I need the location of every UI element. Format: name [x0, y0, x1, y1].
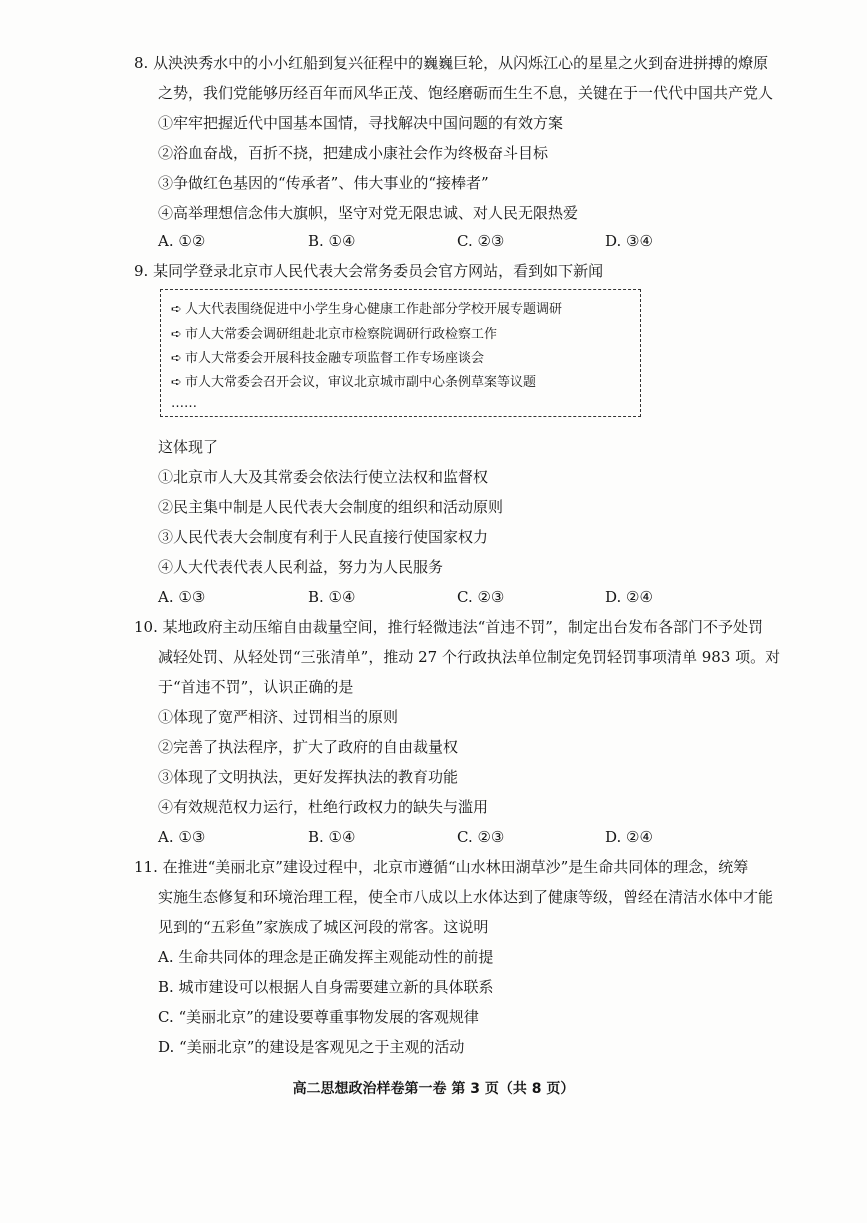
q8-statement-4: ④高举理想信念伟大旗帜，坚守对党无限忠诚、对人民无限热爱: [158, 204, 579, 222]
q8-option-a: A. ①②: [158, 232, 206, 250]
q9-option-d: D. ②④: [605, 588, 653, 606]
q9-option-a: A. ①③: [158, 588, 206, 606]
q10-option-a: A. ①③: [158, 828, 206, 846]
q11-option-b: B. 城市建设可以根据人自身需要建立新的具体联系: [158, 978, 494, 996]
q10-statement-3: ③体现了文明执法，更好发挥执法的教育功能: [158, 768, 459, 786]
arrow-right-icon: ➪: [171, 351, 182, 366]
q9-option-b: B. ①④: [308, 588, 356, 606]
q11-stem-line-3: 见到的“五彩鱼”家族成了城区河段的常客。这说明: [158, 918, 489, 936]
q10-stem-line-1: 10. 某地政府主动压缩自由裁量空间，推行轻微违法“首违不罚”，制定出台发布各部门不予处罚: [134, 618, 763, 636]
q8-option-d: D. ③④: [605, 232, 653, 250]
q11-option-c: C. “美丽北京”的建设要尊重事物发展的客观规律: [158, 1008, 479, 1026]
q10-option-d: D. ②④: [605, 828, 653, 846]
q9-statement-2: ②民主集中制是人民代表大会制度的组织和活动原则: [158, 498, 504, 516]
q8-option-b: B. ①④: [308, 232, 356, 250]
q10-statement-1: ①体现了宽严相济、过罚相当的原则: [158, 708, 399, 726]
q9-stem-line-2: 这体现了: [158, 438, 219, 456]
news-ellipsis: ……: [171, 396, 197, 411]
arrow-right-icon: ➪: [171, 327, 182, 342]
q8-option-c: C. ②③: [457, 232, 505, 250]
q10-option-c: C. ②③: [457, 828, 505, 846]
q8-stem-line-1: 8. 从泱泱秀水中的小小红船到复兴征程中的巍巍巨轮，从闪烁江心的星星之火到奋进拼搏的燎原: [134, 54, 769, 72]
q8-statement-3: ③争做红色基因的“传承者”、伟大事业的“接棒者”: [158, 174, 489, 192]
q9-statement-3: ③人民代表大会制度有利于人民直接行使国家权力: [158, 528, 489, 546]
q8-stem-line-2: 之势，我们党能够历经百年而风华正茂、饱经磨砺而生生不息，关键在于一代代中国共产党人: [158, 84, 774, 102]
q11-option-a: A. 生命共同体的理念是正确发挥主观能动性的前提: [158, 948, 494, 966]
arrow-right-icon: ➪: [171, 302, 182, 317]
q11-stem-line-2: 实施生态修复和环境治理工程，使全市八成以上水体达到了健康等级，曾经在清洁水体中才能: [158, 888, 774, 906]
q9-stem-line-1: 9. 某同学登录北京市人民代表大会常务委员会官方网站，看到如下新闻: [134, 262, 604, 280]
page-footer: 高二思想政治样卷第一卷 第 3 页（共 8 页）: [292, 1081, 575, 1097]
news-item-2: ➪ 市人大常委会调研组赴北京市检察院调研行政检察工作: [171, 325, 497, 345]
news-item-4: ➪ 市人大常委会召开会议，审议北京城市副中心条例草案等议题: [171, 373, 536, 393]
q11-option-d: D. “美丽北京”的建设是客观见之于主观的活动: [158, 1038, 465, 1056]
q10-option-b: B. ①④: [308, 828, 356, 846]
q9-option-c: C. ②③: [457, 588, 505, 606]
news-box: [160, 289, 641, 417]
q8-statement-2: ②浴血奋战，百折不挠，把建成小康社会作为终极奋斗目标: [158, 144, 549, 162]
news-item-1: ➪ 人大代表围绕促进中小学生身心健康工作赴部分学校开展专题调研: [171, 300, 562, 320]
arrow-right-icon: ➪: [171, 375, 182, 390]
q10-statement-2: ②完善了执法程序，扩大了政府的自由裁量权: [158, 738, 459, 756]
q11-stem-line-1: 11. 在推进“美丽北京”建设过程中，北京市遵循“山水林田湖草沙”是生命共同体的理念，统筹: [134, 858, 749, 876]
q9-statement-1: ①北京市人大及其常委会依法行使立法权和监督权: [158, 468, 489, 486]
q10-statement-4: ④有效规范权力运行，杜绝行政权力的缺失与滥用: [158, 798, 489, 816]
q8-statement-1: ①牢牢把握近代中国基本国情，寻找解决中国问题的有效方案: [158, 114, 564, 132]
q10-stem-line-2: 减轻处罚、从轻处罚“三张清单”，推动 27 个行政执法单位制定免罚轻罚事项清单 983 项。对: [158, 648, 781, 666]
news-item-3: ➪ 市人大常委会开展科技金融专项监督工作专场座谈会: [171, 349, 484, 369]
q9-statement-4: ④人大代表代表人民利益，努力为人民服务: [158, 558, 444, 576]
q10-stem-line-3: 于“首违不罚”，认识正确的是: [158, 678, 354, 696]
